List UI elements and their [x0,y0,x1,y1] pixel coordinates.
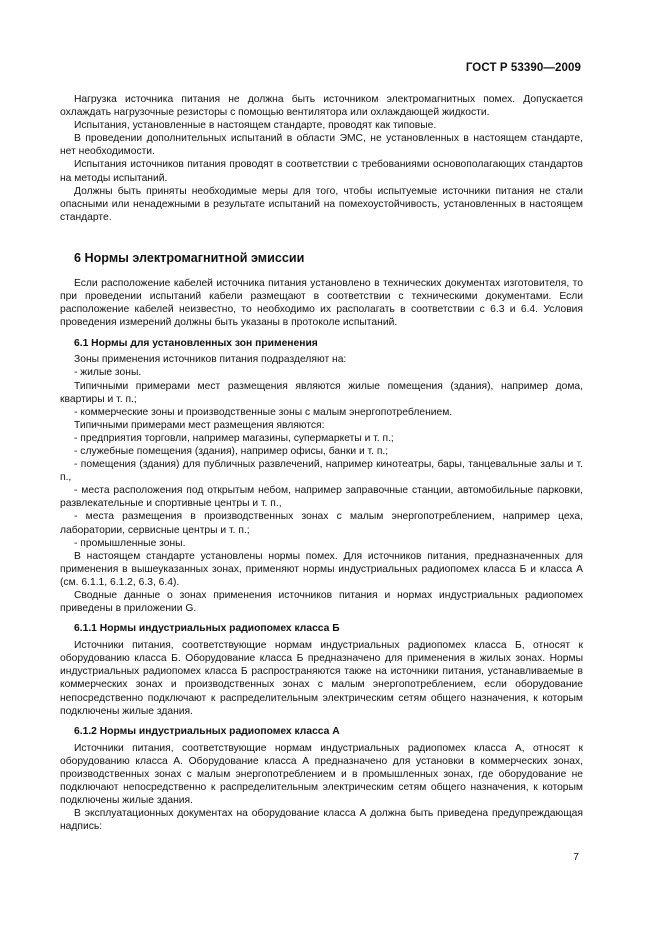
list-item: - предприятия торговли, например магазины, супермаркеты и т. п.; [74,432,394,444]
list-item: - помещения (здания) для публичных развлечений, например кинотеатры, бары, танцевальные залы и т. п., [60,459,583,484]
document-id: ГОСТ Р 53390—2009 [465,62,581,74]
section-6-1-2-heading: 6.1.2 Нормы индустриальных радиопомех класса А [74,725,340,737]
list-item: - служебные помещения (здания), например офисы, банки и т. п.; [74,445,389,457]
paragraph: Испытания, установленные в настоящем стандарте, проводят как типовые. [74,120,437,132]
list-item: - жилые зоны. [74,367,142,379]
section-6-1-1-heading: 6.1.1 Нормы индустриальных радиопомех класса Б [74,623,340,635]
body-text [60,93,583,833]
list-item: - промышленные зоны. [74,537,186,549]
list-item: Типичными примерами мест размещения являются жилые помещения (здания), например дома, квартиры и т. п.; [60,380,583,405]
paragraph: Должны быть приняты необходимые меры для того, чтобы испытуемые источники питания не стали опасными или ненадежными в результате испытаний на помехоустойчивость, установленных в настоящем стандарте. [60,185,583,223]
paragraph: Источники питания, соответствующие нормам индустриальных радиопомех класса А, относят к оборудованию класса А. Оборудование класса А предназначено для установки в коммерческих зонах, производственных зонах с малым энергопотреблением и в промышленных зонах, где оборудование не подключают непосредственно к распределительным электрическим сетям общего назначения, к которым подключены жилые здания. [60,742,583,807]
list-item: - места размещения в производственных зонах с малым энергопотреблением, например цеха, лаборатории, сервисные центры и т. п.; [60,511,583,536]
section-6-heading: 6 Нормы электромагнитной эмиссии [74,250,305,265]
list-item: Зоны применения источников питания подразделяют на: [74,354,347,366]
list-item: - коммерческие зоны и производственные зоны с малым энергопотреблением. [74,406,453,418]
page-number: 7 [573,852,579,863]
paragraph: В проведении дополнительных испытаний в области ЭМС, не установленных в настоящем стандарте, нет необходимости. [60,133,583,158]
paragraph: В эксплуатационных документах на оборудование класса А должна быть приведена предупреждающая надпись: [60,808,583,833]
paragraph: Источники питания, соответствующие нормам индустриальных радиопомех класса Б, относят к оборудованию класса Б. Оборудование класса Б предназначено для применения в жилых зонах. Нормы индустриальных радиопомех класса Б распространяются также на источники питания, устанавливаемые в коммерческих зонах и производственных зонах с малым энергопотреблением, если оборудование непосредственно подключают к распределительным электрическим сетям общего назначения, к которым подключены жилые здания. [60,640,583,717]
list-item: - места расположения под открытым небом, например заправочные станции, автомобильные парковки, развлекательные и спортивные центры и т. п., [60,485,583,510]
paragraph: В настоящем стандарте установлены нормы помех. Для источников питания, предназначенных для применения в вышеуказанных зонах, применяют нормы индустриальных радиопомех класса Б и класса А (см. 6.1.1, 6.1.2, 6.3, 6.4). [60,550,583,588]
paragraph: Нагрузка источника питания не должна быть источником электромагнитных помех. Допускается охлаждать нагрузочные резисторы с помощью вентилятора или охлаждающей жидкости. [60,94,583,119]
paragraph: Испытания источников питания проводят в соответствии с требованиями основополагающих стандартов на методы испытаний. [60,159,583,184]
paragraph: Сводные данные о зонах применения источников питания и нормах индустриальных радиопомех приведены в приложении G. [60,590,583,615]
section-6-1-heading: 6.1 Нормы для установленных зон применения [74,338,318,350]
paragraph: Если расположение кабелей источника питания установлено в технических документах изготовителя, то при проведении испытаний кабели размещают в соответствии с техническими документами. Если расположение кабелей неизвестно, то необходимо их располагать в соответствии с 6.3 и 6.4. Условия проведения измерений должны быть указаны в протоколе испытаний. [60,277,583,329]
list-item: Типичными примерами мест размещения являются: [74,419,325,431]
